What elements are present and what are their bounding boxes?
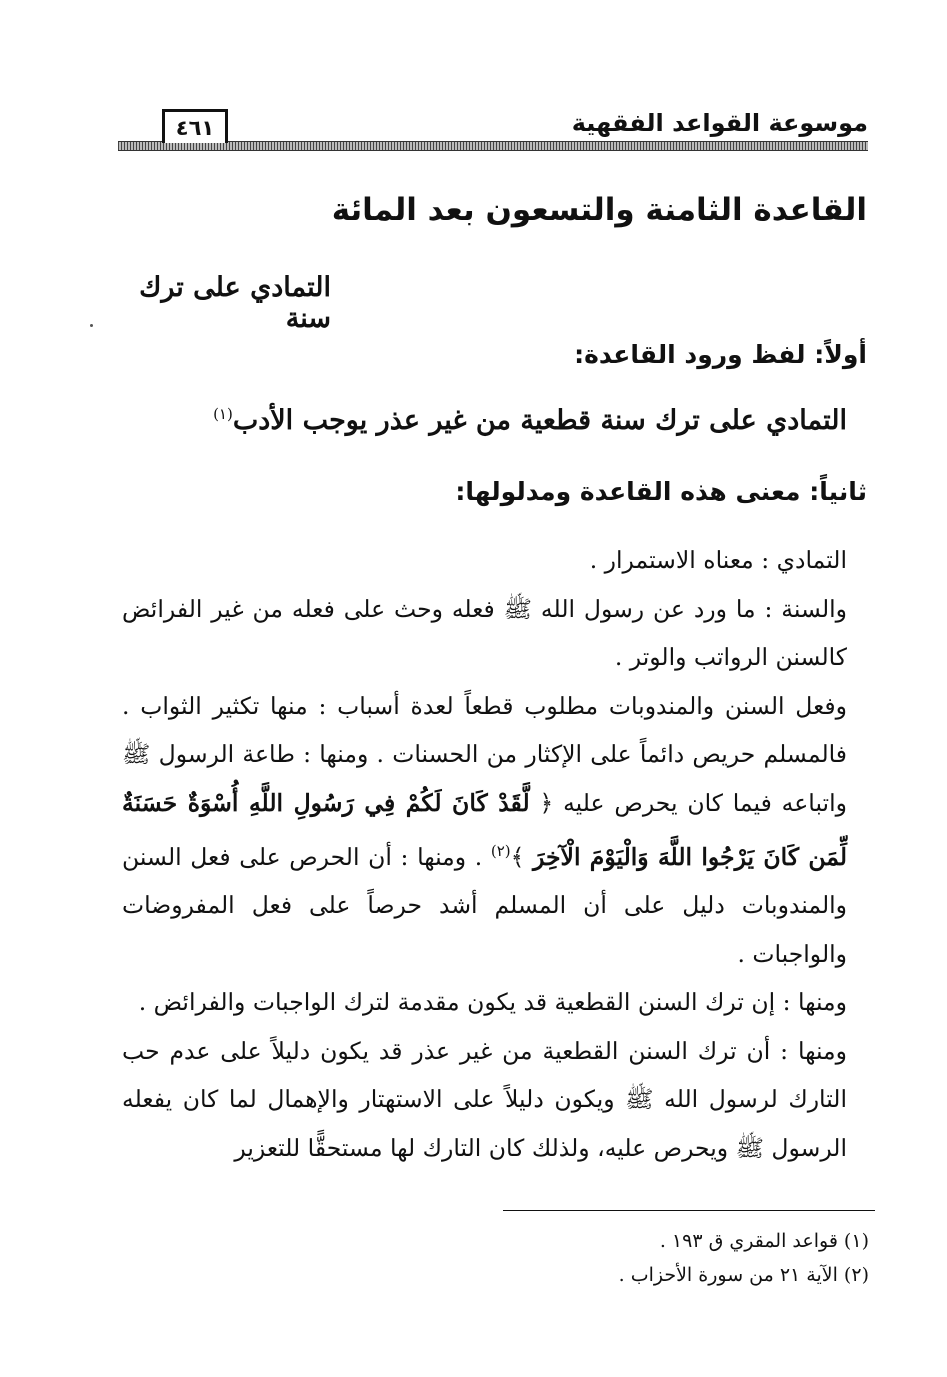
rule-name: التمادي على ترك سنة xyxy=(139,272,331,334)
header-rule xyxy=(118,141,868,151)
page-number: ٤٦١ xyxy=(162,109,228,143)
paragraph-5: ومنها : أن ترك السنن القطعية من غير عذر قد يكون دليلاً على عدم حب التارك لرسول الله ﷺ ويكون دليلاً على الاستهتار والإهمال لما كان يفعله الرسول ﷺ ويحرص عليه، ولذلك كان التارك لها مستحقًّا للتعزير xyxy=(122,1036,847,1162)
paragraph-2: والسنة : ما ورد عن رسول الله ﷺ فعله وحث على فعله من غير الفرائض كالسنن الرواتب والوتر . xyxy=(122,594,847,671)
paragraph-3-end: . ومنها : أن الحرص على فعل السنن والمندوبات دليل على أن المسلم أشد حرصاً على فعل المفروضات والواجبات . xyxy=(122,842,847,968)
running-header xyxy=(118,103,868,153)
rule-text xyxy=(110,405,847,436)
rule-text-body: التمادي على ترك سنة قطعية من غير عذر يوجب الأدب xyxy=(232,405,847,436)
footnote-separator xyxy=(503,1210,875,1211)
section2-heading: ثانياً: معنى هذه القاعدة ومدلولها: xyxy=(455,477,867,506)
footnote-2: (٢) الآية ٢١ من سورة الأحزاب . xyxy=(618,1264,869,1286)
paragraph-1: التمادي : معناه الاستمرار . xyxy=(589,546,847,574)
scan-speck xyxy=(90,324,93,327)
paragraph-3-start: وفعل السنن والمندوبات مطلوب قطعاً لعدة أسباب : منها تكثير الثواب . فالمسلم حريص دائماً على الإكثار من الحسنات . ومنها : طاعة الرسول ﷺ واتباعه فيما كان يحرص عليه xyxy=(122,691,847,817)
paragraph-3 xyxy=(122,682,847,979)
rule-title: القاعدة الثامنة والتسعون بعد المائة xyxy=(331,192,867,228)
footnote-ref-1: (١) xyxy=(213,405,233,423)
footnote-ref-2: (٢) xyxy=(490,842,511,860)
body-text xyxy=(122,536,847,1172)
footnotes xyxy=(400,1224,869,1292)
quran-open-bracket: ﴿ xyxy=(539,788,554,817)
footnote-1: (١) قواعد المقري ق ١٩٣ . xyxy=(659,1230,869,1252)
book-title: موسوعة القواعد الفقهية xyxy=(571,109,868,137)
quran-close-bracket: ﴾ xyxy=(510,842,525,871)
quran-verse: لَّقَدْ كَانَ لَكُمْ فِي رَسُولِ اللَّهِ أُسْوَةٌ حَسَنَةٌ لِّمَن كَانَ يَرْجُوا اللَّهَ وَالْيَوْمَ الْآخِرَ xyxy=(122,788,847,871)
section1-heading: أولاً: لفظ ورود القاعدة: xyxy=(574,340,867,369)
paragraph-4: ومنها : إن ترك السنن القطعية قد يكون مقدمة لترك الواجبات والفرائض . xyxy=(138,988,847,1017)
